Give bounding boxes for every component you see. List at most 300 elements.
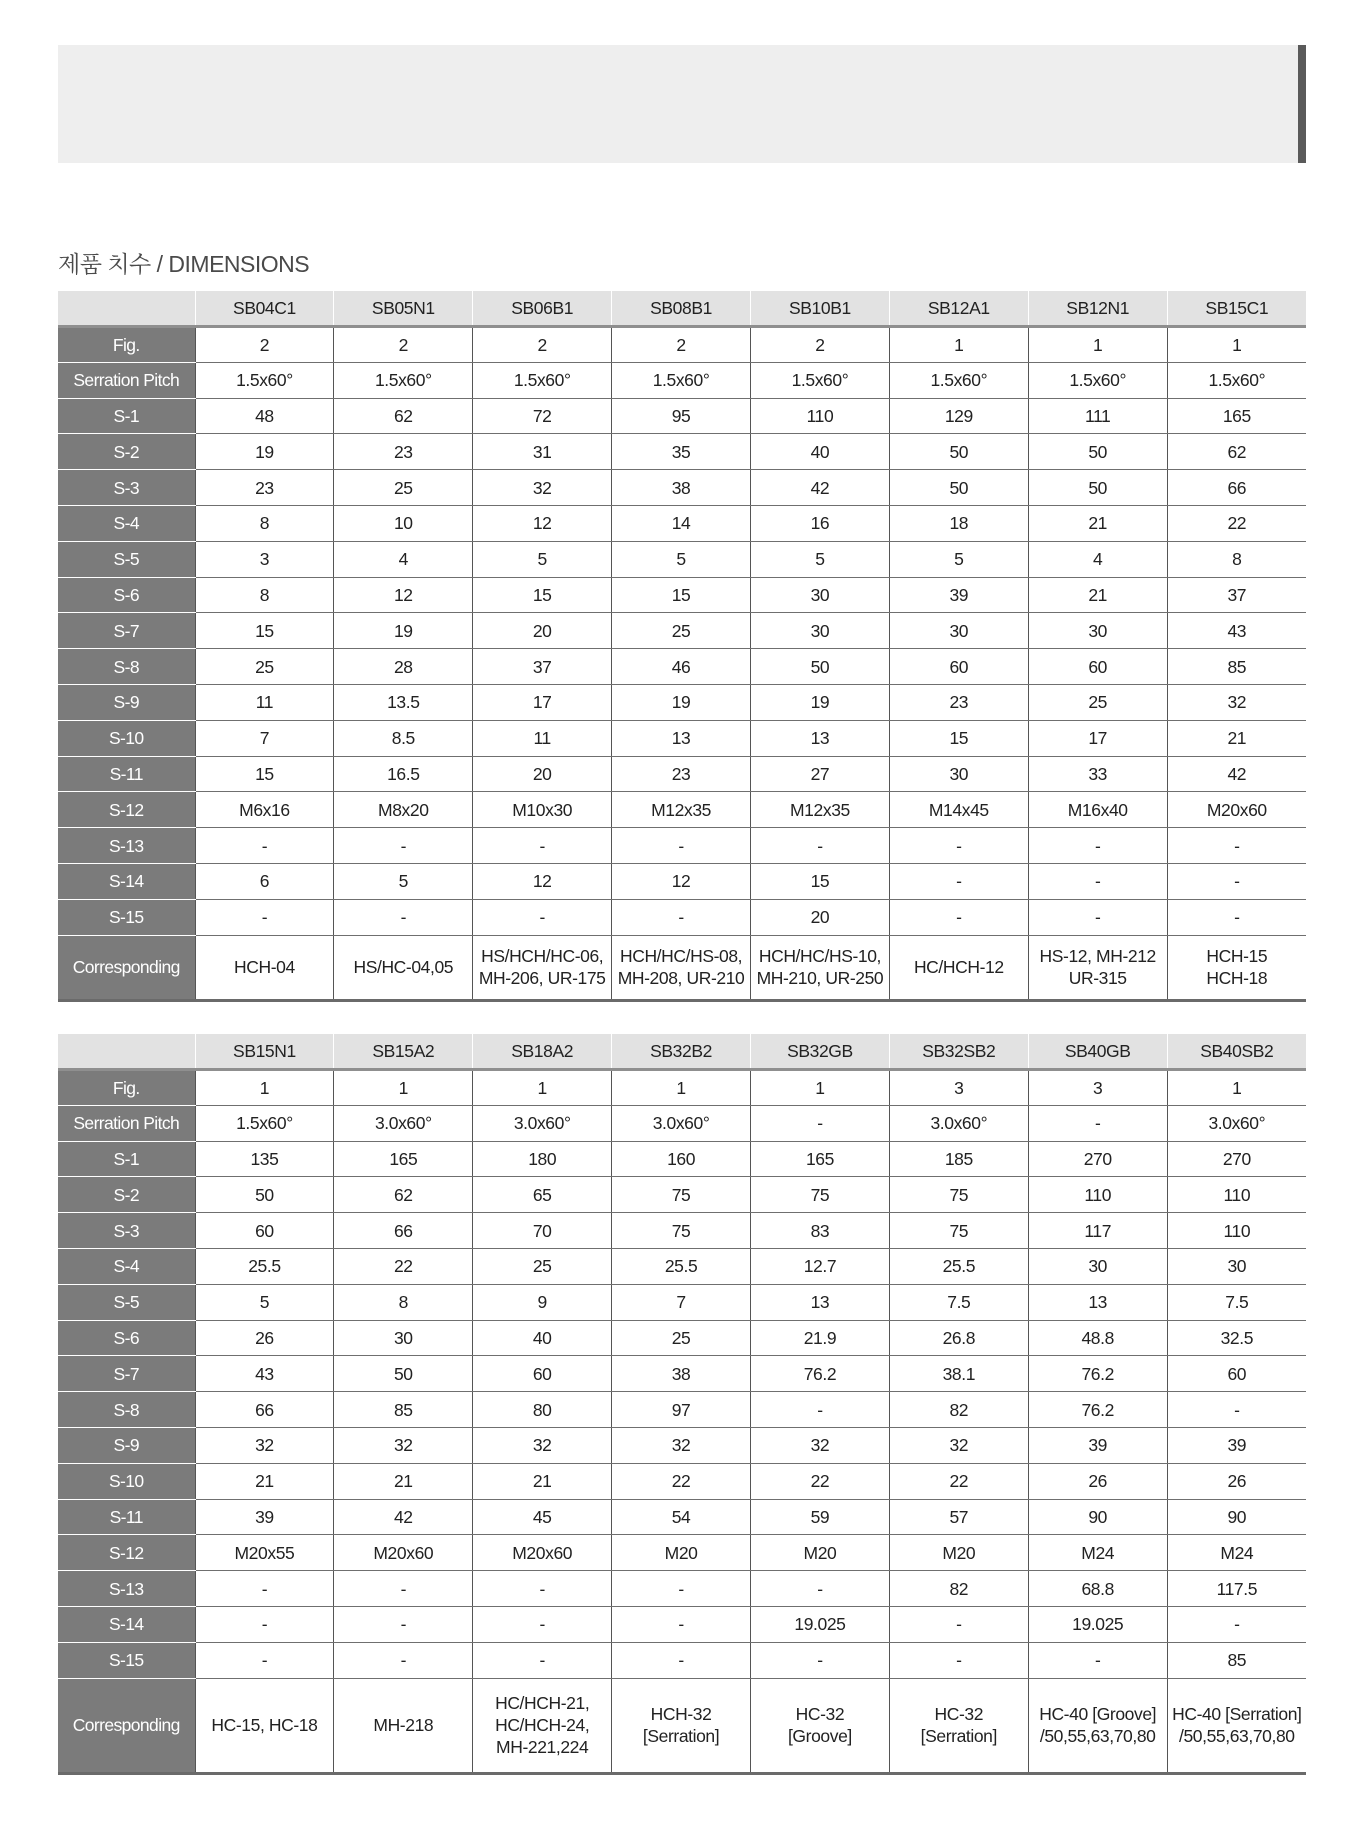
table-cell: 22 xyxy=(334,1248,473,1284)
table-cell: 16 xyxy=(751,505,890,541)
table-cell: - xyxy=(334,828,473,864)
table-cell: 30 xyxy=(334,1320,473,1356)
table-cell: - xyxy=(334,1642,473,1678)
table-cell: 45 xyxy=(473,1499,612,1535)
table-cell: 3 xyxy=(889,1070,1028,1106)
table-cell: 32 xyxy=(473,1427,612,1463)
row-label: S-14 xyxy=(58,1606,195,1642)
table-cell: 72 xyxy=(473,398,612,434)
model-header: SB40GB xyxy=(1028,1034,1167,1070)
table-cell: 32 xyxy=(751,1427,890,1463)
table-cell: 7 xyxy=(195,720,334,756)
table-cell: 17 xyxy=(1028,720,1167,756)
row-label: S-12 xyxy=(58,1535,195,1571)
table-cell: 110 xyxy=(751,398,890,434)
table-cell: 76.2 xyxy=(1028,1392,1167,1428)
model-header: SB32SB2 xyxy=(889,1034,1028,1070)
table-row xyxy=(58,362,1306,398)
table-cell: M20x60 xyxy=(334,1535,473,1571)
table-cell: HCH-32 [Serration] xyxy=(612,1678,751,1773)
row-label: S-11 xyxy=(58,1499,195,1535)
table-row xyxy=(58,792,1306,828)
table-cell: 50 xyxy=(1028,434,1167,470)
table-cell: 2 xyxy=(195,327,334,363)
table-cell: 48 xyxy=(195,398,334,434)
model-header: SB12N1 xyxy=(1028,291,1167,327)
table-cell: - xyxy=(195,1642,334,1678)
table-cell: 5 xyxy=(889,541,1028,577)
table-cell: 62 xyxy=(334,1177,473,1213)
table-cell: 5 xyxy=(751,541,890,577)
table-row xyxy=(58,1606,1306,1642)
table-cell: 5 xyxy=(612,541,751,577)
table-cell: 5 xyxy=(334,863,473,899)
table-cell: - xyxy=(612,1606,751,1642)
table-row xyxy=(58,434,1306,470)
table-row xyxy=(58,327,1306,363)
table-cell: 1.5x60° xyxy=(195,1105,334,1141)
table-cell: M24 xyxy=(1028,1535,1167,1571)
table-cell: HC-32 [Serration] xyxy=(889,1678,1028,1773)
table-cell: - xyxy=(612,899,751,935)
table-cell: 19 xyxy=(334,613,473,649)
table-cell: 75 xyxy=(889,1177,1028,1213)
table-cell: - xyxy=(334,1571,473,1607)
table-row xyxy=(58,1427,1306,1463)
table-cell: - xyxy=(1028,1105,1167,1141)
table-cell: 40 xyxy=(473,1320,612,1356)
table-cell: 46 xyxy=(612,649,751,685)
table-cell: - xyxy=(1028,1642,1167,1678)
table-cell: 25.5 xyxy=(195,1248,334,1284)
table-cell: 26 xyxy=(1028,1463,1167,1499)
row-label: S-5 xyxy=(58,541,195,577)
dimensions-table-2 xyxy=(58,1034,1306,1775)
table-cell: 1 xyxy=(612,1070,751,1106)
table-cell: 75 xyxy=(612,1177,751,1213)
row-label: S-8 xyxy=(58,649,195,685)
table-cell: 32 xyxy=(1167,684,1306,720)
table-cell: 3.0x60° xyxy=(1167,1105,1306,1141)
table-row xyxy=(58,505,1306,541)
header-corner-cell xyxy=(58,291,195,327)
table-cell: 1 xyxy=(1167,1070,1306,1106)
table-cell: 6 xyxy=(195,863,334,899)
row-label: S-3 xyxy=(58,1213,195,1249)
table-cell: 27 xyxy=(751,756,890,792)
table-cell: 165 xyxy=(751,1141,890,1177)
table-cell: 21 xyxy=(1028,577,1167,613)
table-cell: 1 xyxy=(751,1070,890,1106)
row-label: S-3 xyxy=(58,470,195,506)
table-cell: 15 xyxy=(751,863,890,899)
table-cell: 4 xyxy=(1028,541,1167,577)
table-cell: 39 xyxy=(889,577,1028,613)
model-header: SB32B2 xyxy=(612,1034,751,1070)
table-cell: 38 xyxy=(612,470,751,506)
table-cell: 43 xyxy=(1167,613,1306,649)
table-cell: 180 xyxy=(473,1141,612,1177)
row-label: S-4 xyxy=(58,505,195,541)
table-cell: 19 xyxy=(751,684,890,720)
table-cell: 25 xyxy=(195,649,334,685)
row-label: S-10 xyxy=(58,1463,195,1499)
table-cell: 15 xyxy=(889,720,1028,756)
model-header: SB05N1 xyxy=(334,291,473,327)
table-cell: 1 xyxy=(195,1070,334,1106)
table-cell: - xyxy=(334,1606,473,1642)
table-cell: M20x60 xyxy=(473,1535,612,1571)
table-row xyxy=(58,1642,1306,1678)
model-header: SB08B1 xyxy=(612,291,751,327)
table-cell: 12.7 xyxy=(751,1248,890,1284)
table-cell: 13 xyxy=(751,720,890,756)
table-cell: 95 xyxy=(612,398,751,434)
table-cell: 117 xyxy=(1028,1213,1167,1249)
table-cell: 25 xyxy=(612,1320,751,1356)
table-cell: M14x45 xyxy=(889,792,1028,828)
table-cell: 7 xyxy=(612,1284,751,1320)
table-cell: 1.5x60° xyxy=(1028,362,1167,398)
table-cell: 9 xyxy=(473,1284,612,1320)
row-label: S-6 xyxy=(58,577,195,613)
table-row xyxy=(58,1141,1306,1177)
table-cell: - xyxy=(1167,899,1306,935)
table-cell: - xyxy=(612,1571,751,1607)
table-cell: 1.5x60° xyxy=(195,362,334,398)
table-cell: 83 xyxy=(751,1213,890,1249)
table-row xyxy=(58,899,1306,935)
table-cell: 5 xyxy=(473,541,612,577)
table-cell: 32 xyxy=(889,1427,1028,1463)
table-row xyxy=(58,1320,1306,1356)
table-cell: 23 xyxy=(195,470,334,506)
dimensions-table-1 xyxy=(58,291,1306,1002)
table-cell: 4 xyxy=(334,541,473,577)
table-cell: - xyxy=(1167,1606,1306,1642)
row-label: S-9 xyxy=(58,1427,195,1463)
table-cell: 30 xyxy=(751,577,890,613)
table-cell: 42 xyxy=(751,470,890,506)
table-cell: 21 xyxy=(195,1463,334,1499)
table-cell: 5 xyxy=(195,1284,334,1320)
table-cell: - xyxy=(195,1606,334,1642)
table-cell: 25 xyxy=(473,1248,612,1284)
table-cell: 16.5 xyxy=(334,756,473,792)
table-cell: 30 xyxy=(751,613,890,649)
table-cell: 42 xyxy=(1167,756,1306,792)
row-label: Corresponding xyxy=(58,935,195,1000)
table-cell: 48.8 xyxy=(1028,1320,1167,1356)
table-cell: 3.0x60° xyxy=(473,1105,612,1141)
table-cell: HCH-15 HCH-18 xyxy=(1167,935,1306,1000)
table-row xyxy=(58,935,1306,1000)
table-cell: 2 xyxy=(334,327,473,363)
row-label: S-4 xyxy=(58,1248,195,1284)
table-cell: 15 xyxy=(473,577,612,613)
table-row xyxy=(58,684,1306,720)
table-cell: 35 xyxy=(612,434,751,470)
table-cell: 19.025 xyxy=(751,1606,890,1642)
table-cell: 270 xyxy=(1167,1141,1306,1177)
table-cell: 42 xyxy=(334,1499,473,1535)
table-row xyxy=(58,613,1306,649)
table-cell: HC/HCH-21, HC/HCH-24, MH-221,224 xyxy=(473,1678,612,1773)
table-cell: 13 xyxy=(612,720,751,756)
table-cell: 12 xyxy=(473,505,612,541)
table-cell: 25 xyxy=(612,613,751,649)
table-cell: - xyxy=(1167,863,1306,899)
table-cell: 80 xyxy=(473,1392,612,1428)
table-row xyxy=(58,828,1306,864)
table-cell: 1 xyxy=(889,327,1028,363)
table-cell: 19 xyxy=(612,684,751,720)
header-banner xyxy=(58,45,1298,163)
table-cell: - xyxy=(473,1571,612,1607)
table-cell: 60 xyxy=(1167,1356,1306,1392)
table-row xyxy=(58,649,1306,685)
row-label: S-5 xyxy=(58,1284,195,1320)
table-cell: 1.5x60° xyxy=(889,362,1028,398)
model-header: SB10B1 xyxy=(751,291,890,327)
model-header: SB32GB xyxy=(751,1034,890,1070)
table-cell: - xyxy=(751,828,890,864)
table-cell: 2 xyxy=(473,327,612,363)
table-cell: 60 xyxy=(195,1213,334,1249)
table-cell: 38 xyxy=(612,1356,751,1392)
table-cell: 117.5 xyxy=(1167,1571,1306,1607)
table-cell: 13.5 xyxy=(334,684,473,720)
table-cell: 11 xyxy=(473,720,612,756)
header-corner-cell xyxy=(58,1034,195,1070)
table-cell: - xyxy=(889,828,1028,864)
row-label: S-12 xyxy=(58,792,195,828)
row-label: Fig. xyxy=(58,1070,195,1106)
table-cell: 21 xyxy=(334,1463,473,1499)
table-cell: - xyxy=(751,1392,890,1428)
table-cell: 3.0x60° xyxy=(889,1105,1028,1141)
table-cell: 68.8 xyxy=(1028,1571,1167,1607)
row-label: Serration Pitch xyxy=(58,1105,195,1141)
table-cell: M24 xyxy=(1167,1535,1306,1571)
table-cell: 15 xyxy=(612,577,751,613)
table-cell: 28 xyxy=(334,649,473,685)
table-cell: 60 xyxy=(1028,649,1167,685)
table-cell: 1.5x60° xyxy=(751,362,890,398)
table-cell: 30 xyxy=(889,756,1028,792)
table-cell: HCH/HC/HS-08, MH-208, UR-210 xyxy=(612,935,751,1000)
table-cell: 50 xyxy=(889,434,1028,470)
table-cell: 50 xyxy=(334,1356,473,1392)
row-label: Fig. xyxy=(58,327,195,363)
table-cell: - xyxy=(195,828,334,864)
table-cell: 32.5 xyxy=(1167,1320,1306,1356)
table-cell: 11 xyxy=(195,684,334,720)
model-header: SB04C1 xyxy=(195,291,334,327)
table-cell: 14 xyxy=(612,505,751,541)
table-cell: - xyxy=(195,1571,334,1607)
table-row xyxy=(58,398,1306,434)
table-cell: 25 xyxy=(334,470,473,506)
table-cell: 25.5 xyxy=(612,1248,751,1284)
table-row xyxy=(58,1463,1306,1499)
table-cell: 1 xyxy=(334,1070,473,1106)
table-cell: - xyxy=(1167,828,1306,864)
table-cell: - xyxy=(751,1105,890,1141)
table-cell: - xyxy=(612,828,751,864)
table-cell: HC-40 [Groove] /50,55,63,70,80 xyxy=(1028,1678,1167,1773)
table-cell: - xyxy=(889,899,1028,935)
row-label: S-13 xyxy=(58,828,195,864)
table-cell: 2 xyxy=(612,327,751,363)
model-header: SB18A2 xyxy=(473,1034,612,1070)
table-cell: 50 xyxy=(1028,470,1167,506)
table-row xyxy=(58,720,1306,756)
table-row xyxy=(58,1392,1306,1428)
table-cell: 39 xyxy=(1028,1427,1167,1463)
row-label: Serration Pitch xyxy=(58,362,195,398)
table-cell: 165 xyxy=(1167,398,1306,434)
table-cell: 23 xyxy=(334,434,473,470)
table-cell: 21 xyxy=(1167,720,1306,756)
table-cell: HC-15, HC-18 xyxy=(195,1678,334,1773)
table-cell: HCH-04 xyxy=(195,935,334,1000)
table-row xyxy=(58,1213,1306,1249)
table-cell: MH-218 xyxy=(334,1678,473,1773)
table-cell: - xyxy=(889,863,1028,899)
table-cell: 50 xyxy=(195,1177,334,1213)
table-cell: 1 xyxy=(1167,327,1306,363)
table-cell: 1 xyxy=(1028,327,1167,363)
table-cell: 60 xyxy=(473,1356,612,1392)
table-cell: 160 xyxy=(612,1141,751,1177)
row-label: S-6 xyxy=(58,1320,195,1356)
table-cell: 21.9 xyxy=(751,1320,890,1356)
row-label: S-2 xyxy=(58,1177,195,1213)
table-row xyxy=(58,1678,1306,1773)
table-cell: 37 xyxy=(473,649,612,685)
table-cell: 20 xyxy=(751,899,890,935)
table-cell: 62 xyxy=(334,398,473,434)
table-cell: 26 xyxy=(195,1320,334,1356)
section-title: 제품 치수 / DIMENSIONS xyxy=(58,251,310,277)
table-cell: - xyxy=(473,1606,612,1642)
table-cell: - xyxy=(751,1642,890,1678)
table-cell: 97 xyxy=(612,1392,751,1428)
table-cell: - xyxy=(1028,899,1167,935)
table-cell: 15 xyxy=(195,756,334,792)
table-cell: 135 xyxy=(195,1141,334,1177)
table-cell: 10 xyxy=(334,505,473,541)
table-cell: 20 xyxy=(473,613,612,649)
table-cell: 30 xyxy=(1028,613,1167,649)
table-cell: HS/HC-04,05 xyxy=(334,935,473,1000)
table-cell: - xyxy=(195,899,334,935)
table-cell: 54 xyxy=(612,1499,751,1535)
table-cell: 165 xyxy=(334,1141,473,1177)
table-cell: 19.025 xyxy=(1028,1606,1167,1642)
table-cell: 270 xyxy=(1028,1141,1167,1177)
table-cell: 75 xyxy=(612,1213,751,1249)
table-cell: 90 xyxy=(1167,1499,1306,1535)
row-label: S-10 xyxy=(58,720,195,756)
table-row xyxy=(58,1105,1306,1141)
table-cell: 23 xyxy=(612,756,751,792)
table-cell: HCH/HC/HS-10, MH-210, UR-250 xyxy=(751,935,890,1000)
table-cell: 3.0x60° xyxy=(334,1105,473,1141)
table-cell: - xyxy=(751,1571,890,1607)
row-label: S-8 xyxy=(58,1392,195,1428)
table-cell: - xyxy=(473,828,612,864)
table-row xyxy=(58,1248,1306,1284)
table-row xyxy=(58,1499,1306,1535)
table-cell: 7.5 xyxy=(889,1284,1028,1320)
table-row xyxy=(58,577,1306,613)
table-cell: HS-12, MH-212 UR-315 xyxy=(1028,935,1167,1000)
table-cell: 8 xyxy=(1167,541,1306,577)
table-row xyxy=(58,470,1306,506)
table-cell: 60 xyxy=(889,649,1028,685)
table-cell: 1.5x60° xyxy=(1167,362,1306,398)
table-cell: 13 xyxy=(751,1284,890,1320)
table-cell: 43 xyxy=(195,1356,334,1392)
table-cell: - xyxy=(1028,863,1167,899)
table-cell: - xyxy=(473,899,612,935)
table-cell: 22 xyxy=(751,1463,890,1499)
table-cell: 66 xyxy=(334,1213,473,1249)
table-row xyxy=(58,1284,1306,1320)
table-cell: 110 xyxy=(1028,1177,1167,1213)
table-cell: HC-32 [Groove] xyxy=(751,1678,890,1773)
table-cell: 32 xyxy=(473,470,612,506)
table-cell: 85 xyxy=(1167,1642,1306,1678)
table-row xyxy=(58,541,1306,577)
table-cell: M16x40 xyxy=(1028,792,1167,828)
table-cell: 90 xyxy=(1028,1499,1167,1535)
table-cell: 76.2 xyxy=(751,1356,890,1392)
table-cell: 3.0x60° xyxy=(612,1105,751,1141)
table-cell: 30 xyxy=(1028,1248,1167,1284)
table-cell: 18 xyxy=(889,505,1028,541)
table-cell: M20 xyxy=(889,1535,1028,1571)
row-label: S-11 xyxy=(58,756,195,792)
table-cell: 30 xyxy=(889,613,1028,649)
table-cell: 8.5 xyxy=(334,720,473,756)
table-cell: 25.5 xyxy=(889,1248,1028,1284)
table-cell: HC-40 [Serration] /50,55,63,70,80 xyxy=(1167,1678,1306,1773)
table-cell: 85 xyxy=(1167,649,1306,685)
table-cell: 32 xyxy=(612,1427,751,1463)
table-cell: - xyxy=(889,1642,1028,1678)
table-cell: M12x35 xyxy=(751,792,890,828)
table-cell: 30 xyxy=(1167,1248,1306,1284)
table-row xyxy=(58,863,1306,899)
table-row xyxy=(58,756,1306,792)
model-header: SB15A2 xyxy=(334,1034,473,1070)
table-cell: 1 xyxy=(473,1070,612,1106)
table-cell: 12 xyxy=(473,863,612,899)
table-cell: - xyxy=(1167,1392,1306,1428)
table-cell: 7.5 xyxy=(1167,1284,1306,1320)
header-banner-accent xyxy=(1298,45,1306,163)
table-cell: M6x16 xyxy=(195,792,334,828)
table-cell: M12x35 xyxy=(612,792,751,828)
row-label: Corresponding xyxy=(58,1678,195,1773)
table-cell: HS/HCH/HC-06, MH-206, UR-175 xyxy=(473,935,612,1000)
table-cell: - xyxy=(1028,828,1167,864)
table-cell: 110 xyxy=(1167,1213,1306,1249)
table-cell: M20x60 xyxy=(1167,792,1306,828)
